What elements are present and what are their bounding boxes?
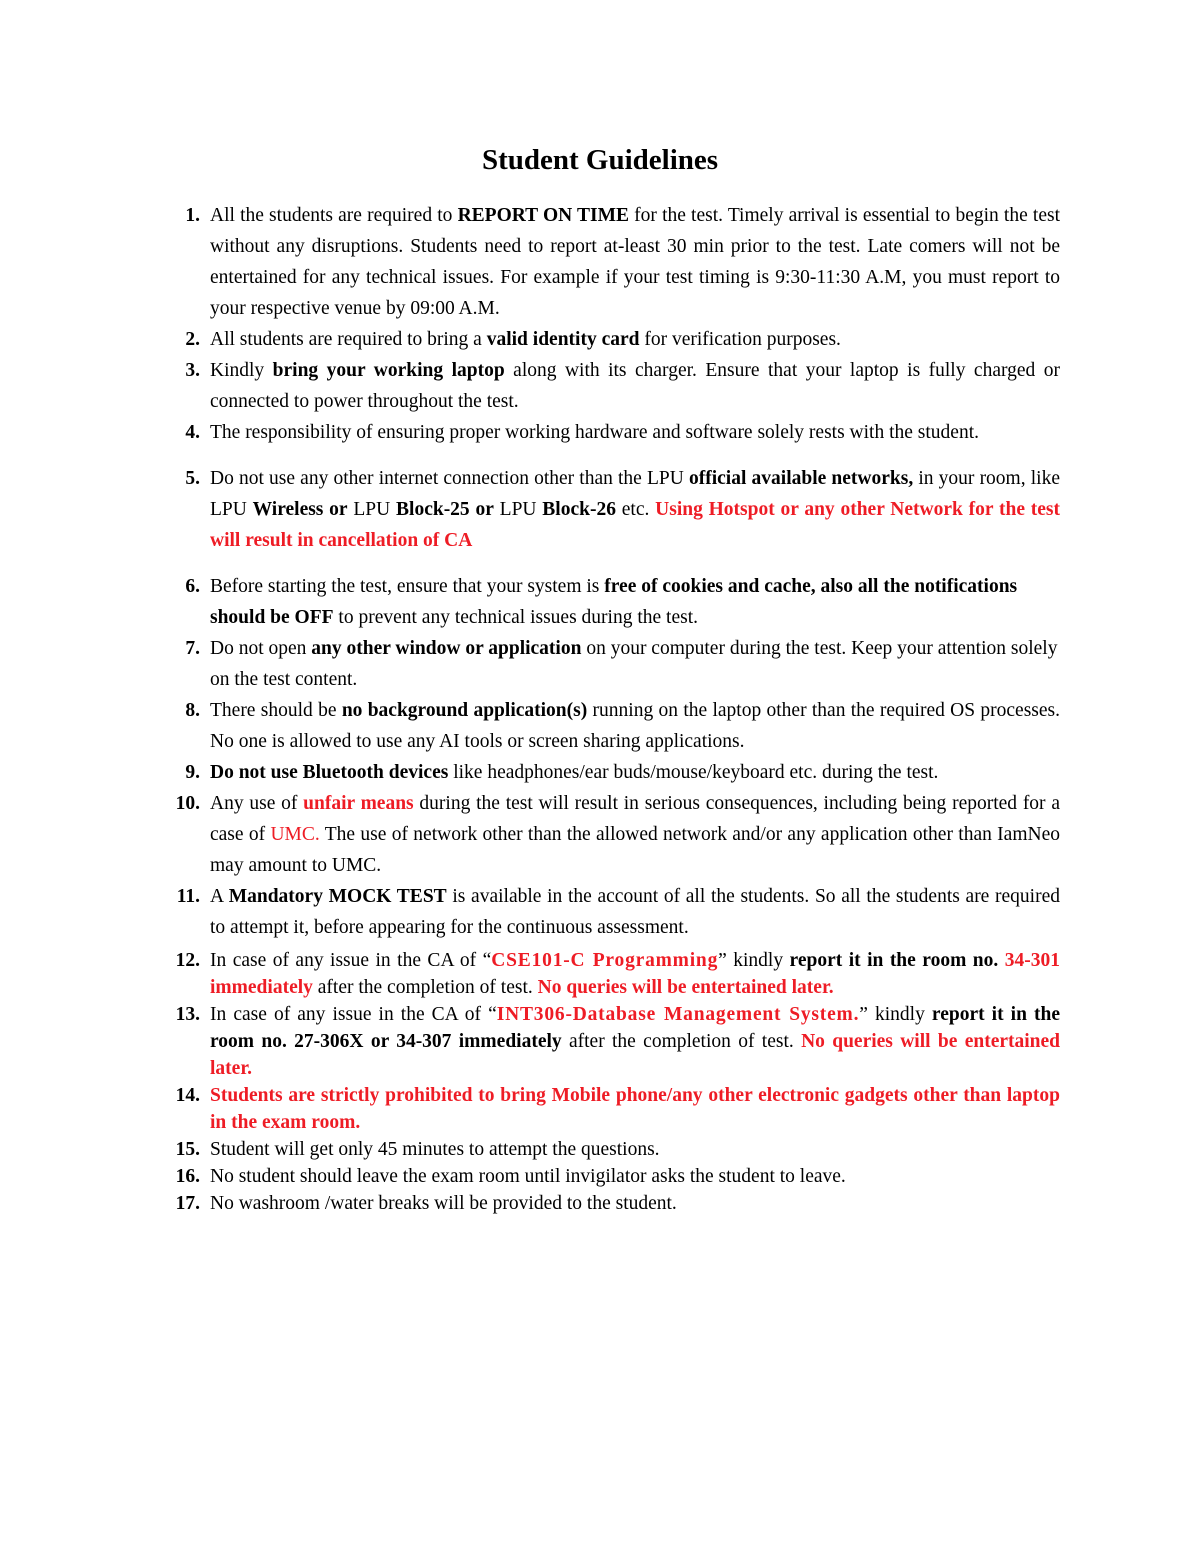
text-run: etc.: [615, 499, 656, 520]
item-number: 1.: [185, 205, 200, 226]
list-item: [160, 695, 1060, 757]
item-number: 3.: [185, 360, 200, 381]
bold-run: valid identity card: [486, 329, 640, 350]
item-number: 17.: [175, 1193, 200, 1214]
bold-run: Wireless or: [252, 499, 348, 520]
list-item: [160, 417, 1060, 448]
item-number: 5.: [185, 468, 200, 489]
item-text: [210, 633, 1060, 695]
text-run: running on the laptop other than the required OS processes. No one is allowed to use any AI tools or screen sharing applications.: [210, 700, 1060, 752]
bold-run: Mandatory MOCK TEST: [228, 886, 447, 907]
text-run: ” kindly: [718, 950, 790, 971]
list-item: [160, 1082, 1060, 1136]
text-run: All the students are required to: [210, 205, 458, 226]
item-number: 16.: [175, 1166, 200, 1187]
text-run: for verification purposes.: [639, 329, 841, 350]
warning-run: Using Hotspot or any other Network for the test will result in cancellation of CA: [210, 499, 1060, 551]
text-run: All students are required to bring a: [210, 329, 487, 350]
list-item: [160, 1001, 1060, 1082]
item-text: [210, 695, 1060, 757]
bold-run: REPORT ON TIME: [457, 205, 630, 226]
bold-run: Block-26: [542, 499, 616, 520]
bold-run: official available networks,: [688, 468, 914, 489]
text-run: Kindly: [210, 360, 273, 381]
guidelines-list: [160, 200, 1060, 1217]
text-run: along with its charger. Ensure that your laptop is fully charged or connected to power throughout the test.: [210, 360, 1061, 412]
item-number: 6.: [185, 576, 200, 597]
item-text: [210, 1190, 1060, 1217]
item-number: 13.: [175, 1004, 200, 1025]
text-run: The responsibility of ensuring proper working hardware and software solely rests with the student.: [210, 422, 979, 443]
text-run: In case of any issue in the CA of “: [210, 1004, 497, 1025]
item-text: [210, 417, 1060, 448]
text-run: The use of network other than the allowed network and/or any application other than IamNeo may amount to UMC.: [210, 824, 1060, 876]
text-run: In case of any issue in the CA of “: [210, 950, 492, 971]
bold-run: bring your working laptop: [272, 360, 505, 381]
bold-run: free of cookies and cache, also all the notifications should be OFF: [210, 576, 1018, 628]
text-run: is available in the account of all the students. So all the students are required to attempt it, before appearing for the continuous assessment.: [210, 886, 1060, 938]
item-number: 11.: [176, 886, 200, 907]
text-run: Before starting the test, ensure that your system is: [210, 576, 605, 597]
text-run: LPU: [347, 499, 397, 520]
item-text: [210, 463, 1060, 556]
item-number: 10.: [175, 793, 200, 814]
text-run: after the completion of test.: [312, 977, 538, 998]
text-run: like headphones/ear buds/mouse/keyboard etc. during the test.: [448, 762, 939, 783]
bold-run: Block-25 or: [396, 499, 494, 520]
text-run: No washroom /water breaks will be provided to the student.: [210, 1193, 677, 1214]
warning-run: No queries will be entertained later.: [210, 1031, 1061, 1079]
list-item: [160, 788, 1060, 881]
list-item: [160, 355, 1060, 417]
text-run: LPU: [493, 499, 543, 520]
text-run: on your computer during the test. Keep your attention solely on the test content.: [210, 638, 1058, 690]
list-item: [160, 947, 1060, 1001]
bold-run: any other window or application: [311, 638, 582, 659]
text-run: during the test will result in serious consequences, including being reported for a case of: [210, 793, 1060, 845]
text-run: ” kindly: [859, 1004, 932, 1025]
list-item: [160, 757, 1060, 788]
text-run: Student will get only 45 minutes to attempt the questions.: [210, 1139, 660, 1160]
item-number: 15.: [175, 1139, 200, 1160]
list-item: [160, 1163, 1060, 1190]
list-item: [160, 571, 1060, 633]
bold-run: report it in the room no.: [789, 950, 999, 971]
warning-run: INT306-Database Management System.: [496, 1004, 860, 1025]
list-item: [160, 633, 1060, 695]
item-number: 2.: [185, 329, 200, 350]
warning-run: unfair means: [303, 793, 414, 814]
list-item: [160, 463, 1060, 556]
item-text: [210, 1082, 1060, 1136]
item-text: [210, 1136, 1060, 1163]
list-item: [160, 1136, 1060, 1163]
item-number: 14.: [175, 1085, 200, 1106]
item-number: 12.: [175, 950, 200, 971]
text-run: Do not open: [210, 638, 312, 659]
list-item: [160, 1190, 1060, 1217]
list-item: [160, 200, 1060, 324]
bold-run: report it in the room no. 27-306X or 34-307 immediately: [210, 1004, 1060, 1052]
warning-run: UMC.: [270, 824, 320, 845]
text-run: Do not use any other internet connection other than the LPU: [210, 468, 689, 489]
item-text: [210, 947, 1060, 1001]
warning-run: Students are strictly prohibited to bring Mobile phone/any other electronic gadgets other than laptop in the exam room.: [210, 1085, 1060, 1133]
item-text: [210, 355, 1060, 417]
warning-run: CSE101-C Programming: [491, 950, 719, 971]
item-text: [210, 571, 1060, 633]
bold-run: Do not use Bluetooth devices: [210, 762, 449, 783]
text-run: There should be: [210, 700, 342, 721]
item-number: 4.: [185, 422, 200, 443]
item-text: [210, 324, 1060, 355]
item-text: [210, 757, 1060, 788]
text-run: Any use of: [210, 793, 304, 814]
item-text: [210, 788, 1060, 881]
text-run: to prevent any technical issues during the test.: [333, 607, 698, 628]
page-title: Student Guidelines: [481, 144, 719, 176]
list-item: [160, 881, 1060, 943]
item-number: 8.: [185, 700, 200, 721]
list-item: [160, 324, 1060, 355]
item-text: [210, 1001, 1060, 1082]
item-text: [210, 881, 1060, 943]
text-run: for the test. Timely arrival is essential to begin the test without any disruptions. Students need to report at-least 30 min prior to the test. Late comers will not be entertained for any technical issues. For example if your test timing is 9:30-11:30 A.M, you must report to your respective venue by 09:00 A.M.: [210, 205, 1060, 319]
bold-run: no background application(s): [341, 700, 588, 721]
item-number: 9.: [185, 762, 200, 783]
text-run: A: [210, 886, 229, 907]
text-run: No student should leave the exam room until invigilator asks the student to leave.: [210, 1166, 846, 1187]
warning-run: No queries will be entertained later.: [537, 977, 834, 998]
text-run: in your room, like LPU: [210, 468, 1060, 520]
warning-run: 34-301 immediately: [210, 950, 1060, 998]
text-run: after the completion of test.: [561, 1031, 802, 1052]
item-number: 7.: [185, 638, 200, 659]
item-text: [210, 200, 1060, 324]
item-text: [210, 1163, 1060, 1190]
